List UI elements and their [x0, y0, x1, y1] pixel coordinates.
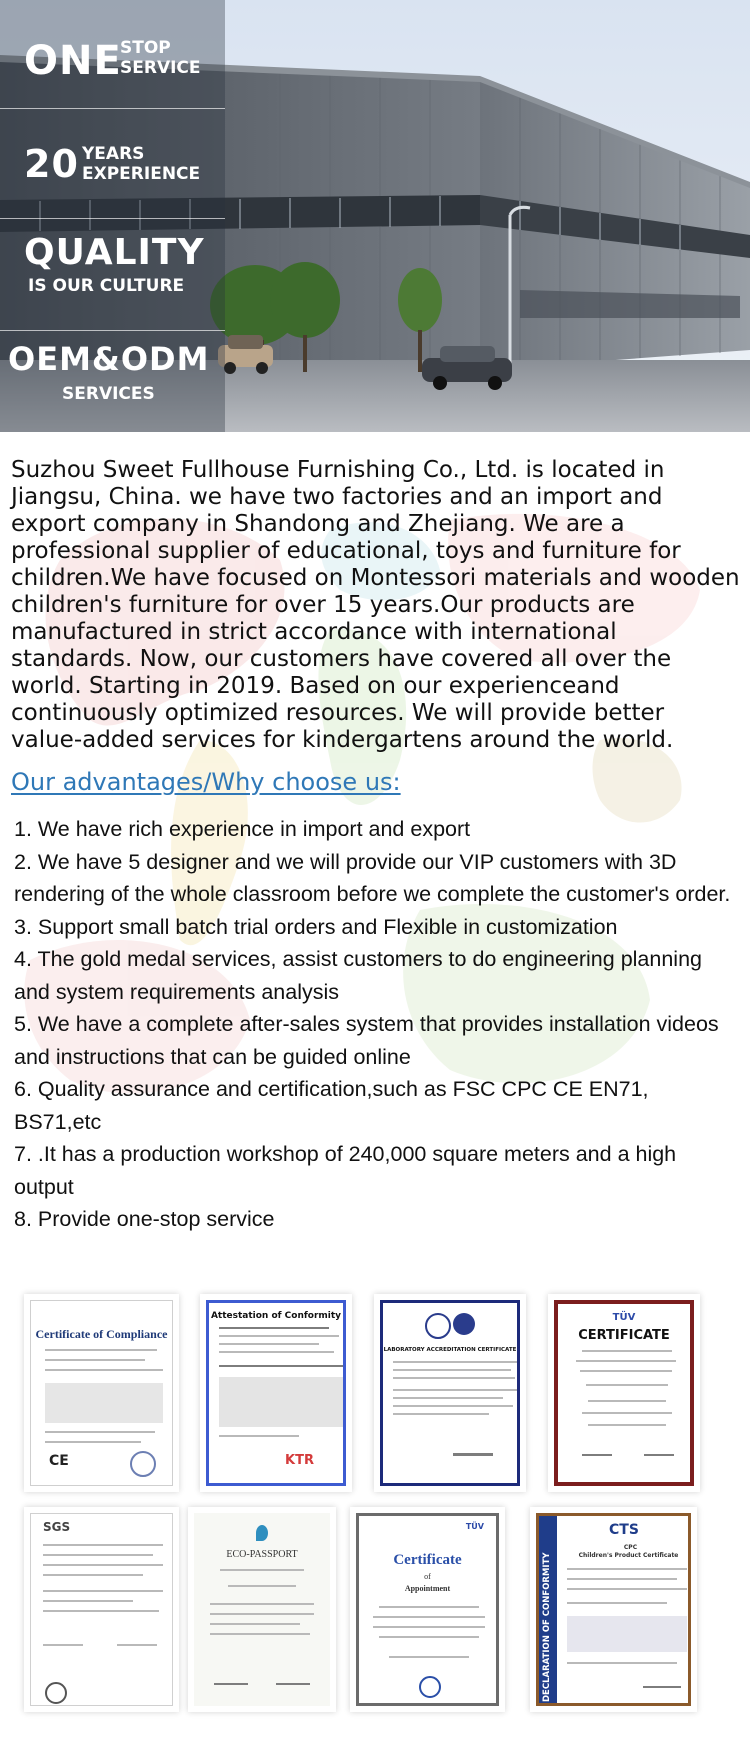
advantage-item: 1. We have rich experience in import and export — [14, 817, 471, 841]
ce-mark-icon: CE — [49, 1453, 69, 1469]
quality-text: QUALITY — [24, 232, 205, 273]
tuv-logo-icon: TÜV — [465, 1522, 484, 1531]
laboratory-accreditation-certificate — [374, 1294, 526, 1492]
hero-divider — [0, 330, 225, 331]
certificate-subtitle: of — [424, 1572, 431, 1581]
logo-icon — [453, 1313, 475, 1335]
seal-icon — [419, 1676, 441, 1698]
hero-banner — [0, 0, 750, 432]
hero-divider — [0, 108, 225, 109]
experience-text: EXPERIENCE — [82, 164, 201, 184]
certificate-title: CERTIFICATE — [578, 1328, 670, 1343]
certificate-of-compliance — [24, 1294, 179, 1492]
ktr-logo-icon: KTR — [285, 1453, 314, 1468]
culture-text: IS OUR CULTURE — [28, 276, 185, 296]
tuv-certificate — [548, 1294, 700, 1492]
hero-divider — [0, 218, 225, 219]
attestation-of-conformity — [200, 1294, 352, 1492]
advantages-heading: Our advantages/Why choose us: — [11, 768, 401, 796]
services-text: SERVICES — [62, 384, 155, 404]
sgs-logo-icon: SGS — [43, 1520, 71, 1534]
twenty-text: 20 — [24, 142, 79, 186]
eco-passport-certificate — [188, 1507, 336, 1712]
advantage-item: 7. .It has a production workshop of 240,000 square meters and a high output — [14, 1142, 677, 1199]
certificate-title: LABORATORY ACCREDITATION CERTIFICATE — [383, 1347, 517, 1353]
company-intro-paragraph: Suzhou Sweet Fullhouse Furnishing Co., Ltd. is located in Jiangsu, China. we have two factories and an import and export company in Shandong and Zhejiang. We are a professional supplier of educational, toys and furniture for children.We have focused on Montessori materials and wooden children's furniture for over 15 years.Our products are manufactured in strict accordance with international standards. Now, our customers have covered all over the world. Starting in 2019. Based on our experienceand continuously optimized resources. We will provide better value-added services for kindergartens around the world. — [11, 457, 740, 753]
certificate-subtitle: CPC — [623, 1544, 638, 1551]
leaf-logo-icon — [256, 1525, 268, 1541]
advantage-item: 6. Quality assurance and certification,such as FSC CPC CE EN71, BS71,etc — [14, 1077, 649, 1134]
years-text: YEARS — [82, 144, 145, 164]
declaration-vertical-text: DECLARATION OF CONFORMITY — [542, 1552, 552, 1702]
cts-childrens-product-certificate — [530, 1507, 697, 1712]
hero-text-panel — [0, 0, 240, 432]
sgs-test-report — [24, 1507, 179, 1712]
certificate-title: Certificate of Compliance — [35, 1327, 168, 1341]
advantage-item: 4. The gold medal services, assist customers to do engineering planning and system requirements analysis — [14, 947, 702, 1004]
advantage-item: 8. Provide one-stop service — [14, 1207, 275, 1231]
certificate-subtitle-2: Children's Product Certificate — [578, 1552, 679, 1559]
tuv-certificate-of-appointment — [350, 1507, 505, 1712]
certificate-title: ECO-PASSPORT — [226, 1549, 298, 1560]
one-text: ONE — [24, 38, 122, 84]
advantages-list — [14, 813, 736, 1236]
tuv-logo-icon: TÜV — [612, 1312, 636, 1323]
certificate-title: Attestation of Conformity — [210, 1311, 342, 1321]
seal-icon — [130, 1451, 156, 1477]
certificate-subtitle-2: Appointment — [404, 1584, 451, 1593]
seal-icon — [425, 1313, 451, 1339]
cts-logo-icon: CTS — [609, 1522, 639, 1538]
stop-text: STOP — [120, 38, 171, 58]
advantage-item: 5. We have a complete after-sales system that provides installation videos and instructions that can be guided online — [14, 1012, 719, 1069]
advantage-item: 3. Support small batch trial orders and Flexible in customization — [14, 914, 618, 939]
oem-odm-text: OEM&ODM — [8, 340, 210, 378]
certificate-title: Certificate — [393, 1552, 462, 1568]
advantage-item: 2. We have 5 designer and we will provide our VIP customers with 3D rendering of the whole classroom before we complete the customer's order. — [14, 849, 731, 906]
seal-icon — [45, 1682, 67, 1704]
service-text: SERVICE — [120, 58, 201, 78]
